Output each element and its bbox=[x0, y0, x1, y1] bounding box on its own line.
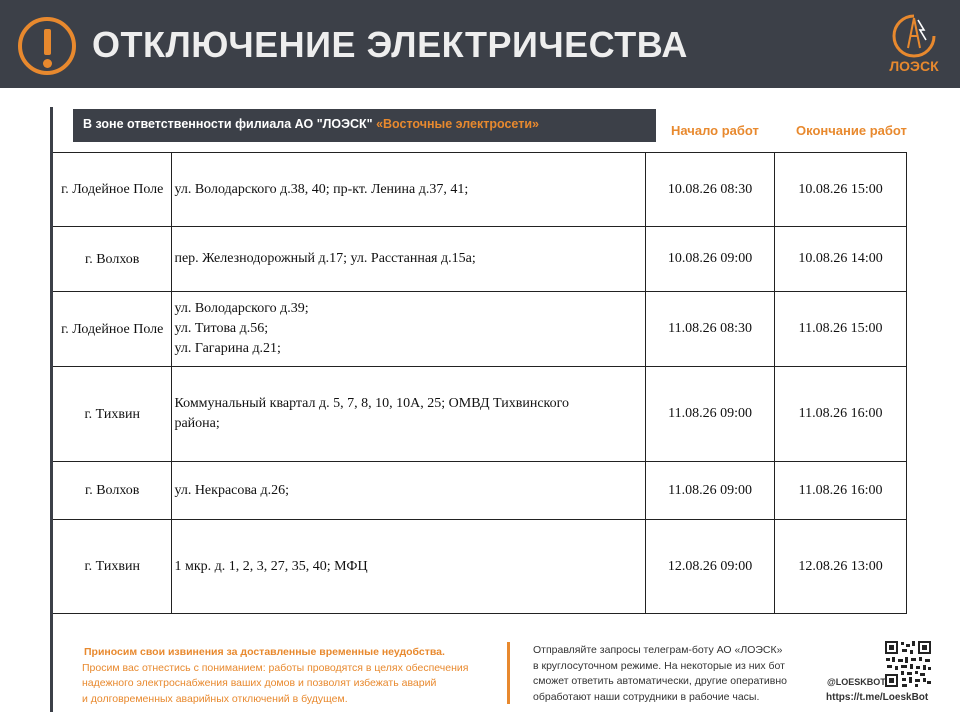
telegram-bot-handle: @LOESKBOT bbox=[827, 677, 886, 687]
exclamation-icon bbox=[18, 17, 76, 75]
city-cell: г. Волхов bbox=[53, 462, 172, 520]
address-line: 1 мкр. д. 1, 2, 3, 27, 35, 40; МФЦ bbox=[174, 558, 368, 574]
end-column-header: Окончание работ bbox=[796, 123, 907, 138]
start-time-cell: 11.08.26 09:00 bbox=[646, 367, 775, 462]
outage-table bbox=[53, 152, 907, 614]
footer-divider bbox=[507, 642, 510, 704]
qr-code-icon[interactable] bbox=[884, 640, 932, 688]
apology-line: Просим вас отнестись с пониманием: работы проводятся в целях обеспечения bbox=[82, 661, 469, 674]
logo-label: ЛОЭСК bbox=[889, 58, 939, 74]
city-cell: г. Тихвин bbox=[53, 367, 172, 462]
address-line: района; bbox=[174, 416, 220, 431]
apology-heading: Приносим свои извинения за доставленные временные неудобства. bbox=[84, 646, 445, 658]
city-cell: г. Лодейное Поле bbox=[53, 153, 172, 227]
table-row bbox=[53, 462, 907, 520]
address-cell bbox=[172, 292, 646, 367]
bot-notice-line: в круглосуточном режиме. На некоторые из них бот bbox=[533, 659, 785, 672]
apology-notice bbox=[82, 645, 492, 707]
end-time-cell: 11.08.26 15:00 bbox=[775, 292, 907, 367]
start-column-header: Начало работ bbox=[671, 123, 759, 138]
end-time-cell: 10.08.26 14:00 bbox=[775, 227, 907, 292]
address-line: пер. Железнодорожный д.17; ул. Расстанная д.15а; bbox=[174, 251, 476, 266]
left-accent-line-bottom bbox=[50, 612, 53, 712]
city-cell: г. Лодейное Поле bbox=[53, 292, 172, 367]
address-cell bbox=[172, 227, 646, 292]
address-cell bbox=[172, 462, 646, 520]
lightning-pole-icon bbox=[888, 12, 940, 58]
bot-notice bbox=[533, 643, 813, 705]
table-row bbox=[53, 227, 907, 292]
table-row bbox=[53, 520, 907, 614]
apology-line: надежного электроснабжения ваших домов и позволят избежать аварий bbox=[82, 677, 437, 689]
end-time-cell: 12.08.26 13:00 bbox=[775, 520, 907, 614]
apology-line: и долговременных аварийных отключений в будущем. bbox=[82, 692, 348, 705]
start-time-cell: 11.08.26 09:00 bbox=[646, 462, 775, 520]
address-line: ул. Титова д.56; bbox=[174, 321, 269, 336]
end-time-cell: 11.08.26 16:00 bbox=[775, 367, 907, 462]
loesk-logo bbox=[884, 12, 944, 78]
start-time-cell: 10.08.26 08:30 bbox=[646, 153, 775, 227]
start-time-cell: 12.08.26 09:00 bbox=[646, 520, 775, 614]
page-header bbox=[0, 0, 960, 88]
telegram-bot-link[interactable]: https://t.me/LoeskBot bbox=[826, 692, 929, 703]
address-cell bbox=[172, 520, 646, 614]
end-time-cell: 11.08.26 16:00 bbox=[775, 462, 907, 520]
address-line: ул. Володарского д.38, 40; пр-кт. Ленина д.37, 41; bbox=[174, 181, 469, 197]
page-title: ОТКЛЮЧЕНИЕ ЭЛЕКТРИЧЕСТВА bbox=[92, 24, 688, 65]
table-row bbox=[53, 153, 907, 227]
branch-prefix: В зоне ответственности филиала АО "ЛОЭСК" bbox=[83, 117, 377, 131]
branch-name: «Восточные электросети» bbox=[376, 117, 539, 131]
start-time-cell: 11.08.26 08:30 bbox=[646, 292, 775, 367]
bot-notice-line: обработают наши сотрудники в рабочие часы. bbox=[533, 690, 760, 703]
city-cell: г. Тихвин bbox=[53, 520, 172, 614]
table-row bbox=[53, 367, 907, 462]
address-cell bbox=[172, 153, 646, 227]
start-time-cell: 10.08.26 09:00 bbox=[646, 227, 775, 292]
end-time-cell: 10.08.26 15:00 bbox=[775, 153, 907, 227]
city-cell: г. Волхов bbox=[53, 227, 172, 292]
branch-label bbox=[73, 109, 656, 142]
bot-notice-line: Отправляйте запросы телеграм-боту АО «ЛОЭСК» bbox=[533, 644, 783, 656]
address-line: ул. Гагарина д.21; bbox=[174, 341, 281, 356]
address-line: Коммунальный квартал д. 5, 7, 8, 10, 10А, 25; ОМВД Тихвинского bbox=[174, 396, 570, 411]
bot-notice-line: сможет ответить автоматически, другие оперативно bbox=[533, 675, 787, 687]
address-line: ул. Володарского д.39; bbox=[174, 301, 309, 316]
address-cell bbox=[172, 367, 646, 462]
address-line: ул. Некрасова д.26; bbox=[174, 482, 290, 498]
table-row bbox=[53, 292, 907, 367]
